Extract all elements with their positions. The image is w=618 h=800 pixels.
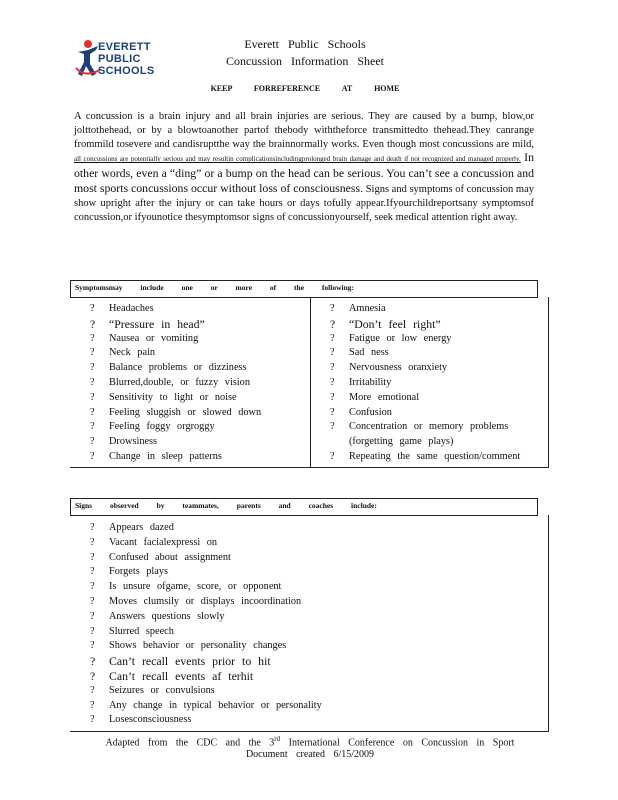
footer-source-line: Adapted from the CDC and the 3rd International Conference on Concussion in Sport bbox=[105, 735, 515, 749]
list-item: ? Vacant facialexpressi on bbox=[90, 536, 218, 548]
intro-text-2: In other words, even a “ding” or a bump on the head can be serious. You can’t see a concussion and most sports concussions occur without loss of consciousness. bbox=[74, 150, 534, 195]
symptoms-column-divider bbox=[310, 297, 311, 467]
list-item: ? Fatigue or low energy bbox=[330, 332, 452, 344]
list-item: ? Confused about assignment bbox=[90, 551, 231, 563]
list-item: ? Is unsure ofgame, score, or opponent bbox=[90, 581, 282, 593]
list-item: ? Sensitivity to light or noise bbox=[90, 391, 237, 403]
sheet-title: Concussion Information Sheet bbox=[226, 54, 384, 68]
list-item: ? “Pressure in head” bbox=[90, 316, 205, 331]
list-item: ? Can’t recall events prior to hit bbox=[90, 654, 271, 669]
symptoms-list-right bbox=[330, 302, 520, 465]
list-item: ? Amnesia bbox=[330, 303, 386, 314]
intro-text-1: A concussion is a brain injury and all brain injuries are serious. They are caused by a bump, blow,or jolttothehead, or by a blowtoanother partof thebody withtheforce transmittedto thehead.They canrange frommild tosevere and candisruptthe way the brainnormally works. Even though most concussions are mild, bbox=[74, 111, 534, 150]
signs-list bbox=[90, 521, 322, 728]
footer-date-line: Document created 6/15/2009 bbox=[245, 749, 375, 760]
list-item: ? Nausea or vomiting bbox=[90, 332, 199, 344]
symptoms-list-left bbox=[90, 302, 261, 465]
list-item: ? Change in sleep patterns bbox=[90, 450, 222, 462]
list-item: ? Confusion bbox=[330, 406, 392, 418]
list-item: ? Balance problems or dizziness bbox=[90, 362, 247, 374]
list-item: ? Neck pain bbox=[90, 347, 156, 359]
list-item: ? Can’t recall events af terhit bbox=[90, 668, 254, 683]
logo-text-schools: SCHOOLS bbox=[98, 65, 155, 77]
list-item: ? Answers questions slowly bbox=[90, 610, 225, 622]
list-item: ? Repeating the same question/comment bbox=[330, 450, 521, 462]
intro-paragraph bbox=[74, 110, 534, 224]
list-item: ? Shows behavior or personality changes bbox=[90, 640, 287, 652]
list-item: ? Appears dazed bbox=[90, 522, 174, 533]
intro-text-3: Signs and symptoms of concussion may show upright after the injury or can take hours or days tofully appear.Ifyourchildreportsany symptomsof concussion,or ifyounotice thesymptomsor signs of concussionyourself, seek medical attention right away. bbox=[74, 183, 534, 223]
list-item: ? Sad ness bbox=[330, 347, 389, 359]
list-item: ? Concentration or memory problems bbox=[330, 421, 509, 433]
list-item: ? Slurred speech bbox=[90, 625, 174, 637]
list-item: ? Blurred,double, or fuzzy vision bbox=[90, 376, 250, 388]
symptoms-heading: Symptomsmay include one or more of the following: bbox=[70, 280, 538, 298]
list-item: ? Moves clumsily or displays incoordination bbox=[90, 595, 302, 607]
list-item: ? Feeling sluggish or slowed down bbox=[90, 406, 262, 418]
logo-text-everett: EVERETT bbox=[98, 41, 151, 53]
list-item: ? “Don’t feel right” bbox=[330, 316, 441, 331]
list-item: ? Losesconsciousness bbox=[90, 714, 192, 726]
list-item: ? More emotional bbox=[330, 391, 420, 403]
list-item: ? Irritability bbox=[330, 376, 392, 388]
list-item: ? Feeling foggy orgroggy bbox=[90, 421, 215, 433]
list-item-continuation: (forgetting game plays) bbox=[349, 436, 454, 448]
list-item: ? Seizures or convulsions bbox=[90, 684, 215, 696]
intro-underlined-warning: all concussions are potentially serious and may resultin complicationsincludingprolonged brain damage and death if not recognized and managed properly. bbox=[74, 155, 521, 164]
list-item: ? Headaches bbox=[90, 303, 154, 314]
list-item: ? Nervousness oranxiety bbox=[330, 362, 448, 374]
list-item: ? Drowsiness bbox=[90, 436, 158, 448]
list-item: ? Any change in typical behavior or personality bbox=[90, 699, 322, 711]
logo-text-public: PUBLIC bbox=[98, 53, 141, 65]
list-item: ? Forgets plays bbox=[90, 566, 169, 578]
signs-heading: Signs observed by teammates, parents and coaches include: bbox=[70, 498, 538, 516]
district-logo bbox=[74, 38, 166, 80]
keep-for-reference-line: KEEP FORREFERENCE AT HOME bbox=[210, 84, 400, 93]
school-title: Everett Public Schools bbox=[244, 37, 366, 51]
